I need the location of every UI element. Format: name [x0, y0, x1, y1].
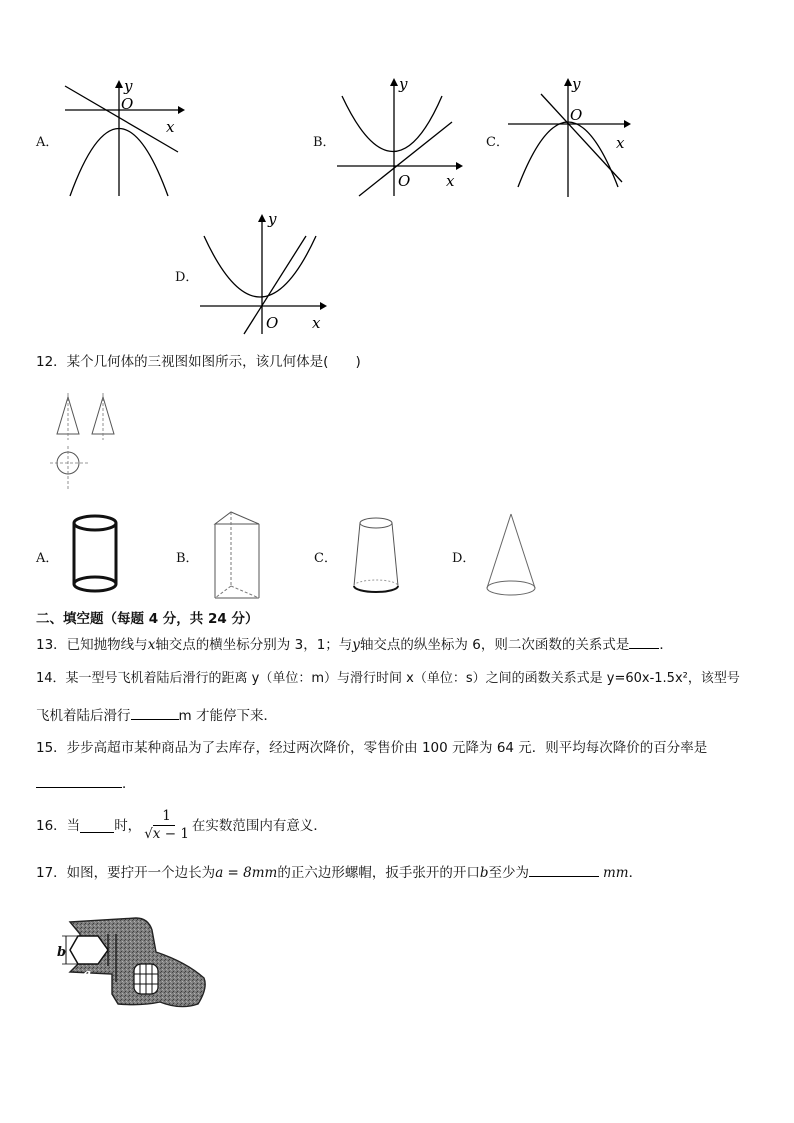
wrench-figure — [56, 912, 216, 1020]
svg-text:y: y — [572, 75, 581, 93]
q12-option-b-label: B． — [176, 551, 199, 566]
q12-prism-figure — [205, 510, 265, 606]
svg-text:O: O — [398, 172, 411, 190]
svg-text:x: x — [312, 314, 321, 332]
svg-text:a: a — [83, 967, 92, 982]
answer-blank[interactable] — [529, 862, 599, 877]
answer-blank[interactable] — [131, 705, 179, 720]
q11-graph-b — [334, 72, 464, 204]
svg-text:b: b — [57, 945, 67, 960]
svg-text:y: y — [124, 77, 133, 95]
svg-text:x: x — [616, 134, 625, 152]
svg-text:O: O — [121, 95, 134, 113]
q12-option-a-label: A． — [36, 551, 59, 566]
q12-frustum-figure — [346, 514, 406, 600]
q12-stem: 12．某个几何体的三视图如图所示，该几何体是( ) — [36, 354, 361, 370]
answer-blank[interactable] — [80, 818, 114, 833]
question-15-line-2: ． — [36, 773, 136, 794]
svg-text:O: O — [570, 106, 583, 124]
q12-option-c-label: C． — [314, 551, 337, 566]
answer-blank[interactable] — [36, 773, 122, 788]
q11-option-b-label: B． — [313, 135, 336, 150]
svg-text:y: y — [399, 75, 408, 93]
question-14-line-1: 14．某一型号飞机着陆后滑行的距离 y（单位：m）与滑行时间 x（单位：s）之间的函数关系式是 y=60x-1.5x²，该型号 — [36, 671, 740, 686]
svg-text:y: y — [268, 210, 277, 228]
question-16: 16．当 时， $\frac{1}{√x - 1}$ 在实数范围内有意义． — [36, 808, 327, 842]
q12-cylinder-figure — [68, 512, 124, 602]
answer-blank[interactable] — [629, 634, 659, 649]
q11-graph-a — [60, 76, 185, 205]
question-15-line-1: 15．步步高超市某种商品为了去库存，经过两次降价，零售价由 100 元降为 64 元．则平均每次降价的百分率是 — [36, 740, 708, 756]
q12-cone-figure — [482, 510, 540, 604]
svg-text:x: x — [446, 172, 455, 190]
question-17: 17．如图，要拧开一个边长为a = 8mm的正六边形螺帽，扳手张开的开口b至少为 mm． — [36, 862, 642, 883]
q12-option-d-label: D． — [452, 551, 476, 566]
fraction-expression: $\frac{1}{√x - 1}$ — [144, 808, 189, 842]
q11-graph-d — [198, 208, 330, 340]
q11-graph-c — [506, 72, 636, 204]
question-13: 13．已知抛物线与x轴交点的横坐标分别为 3，1；与y轴交点的纵坐标为 6，则二次函数的关系式是 ． — [36, 634, 673, 655]
q11-option-d-label: D． — [175, 270, 199, 285]
question-14-line-2: 飞机着陆后滑行 m 才能停下来． — [36, 705, 277, 726]
q11-option-a-label: A． — [36, 135, 59, 150]
svg-text:x: x — [166, 118, 175, 136]
section-2-title: 二、填空题（每题 4 分，共 24 分） — [36, 611, 259, 627]
svg-text:O: O — [266, 314, 279, 332]
q12-three-views — [48, 393, 128, 497]
q11-option-c-label: C． — [486, 135, 509, 150]
